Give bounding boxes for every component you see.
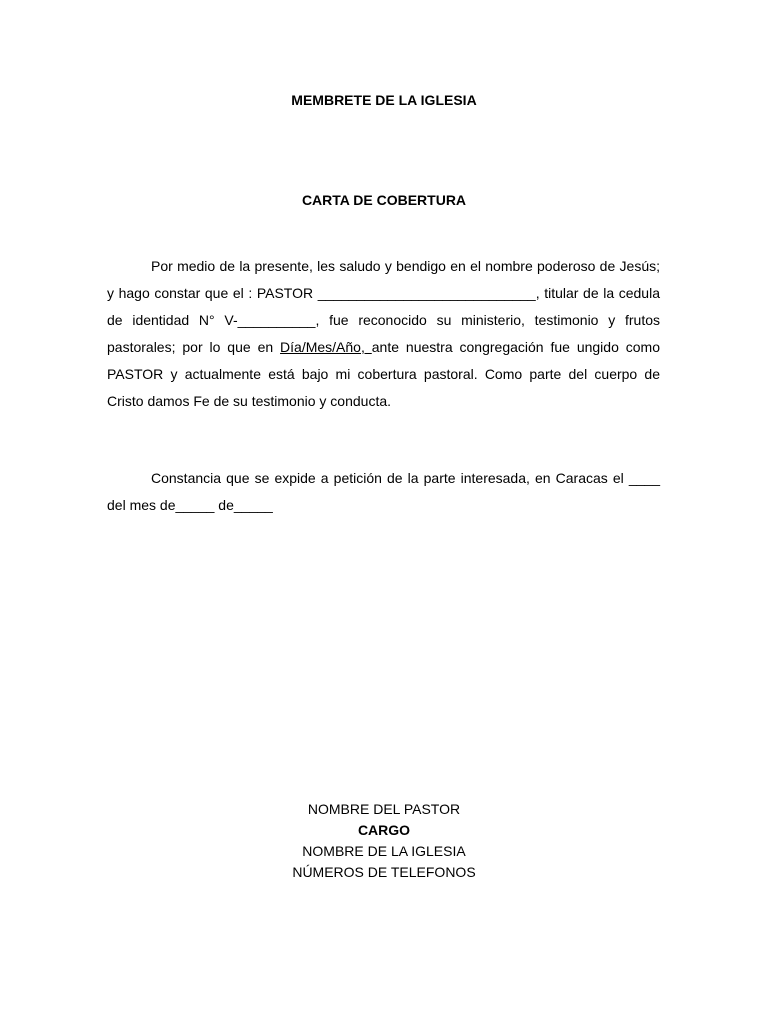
- paragraph-1-text-end: ante nuestra congregación fue ungido como PASTOR y actualmente está bajo mi cobertura pastoral. Como parte del cuerpo de Cristo damos Fe de su testimonio y conducta.: [107, 339, 660, 409]
- body-paragraph-1: [107, 253, 660, 415]
- phone-numbers: NÚMEROS DE TELEFONOS: [292, 864, 476, 880]
- letterhead: MEMBRETE DE LA IGLESIA: [291, 92, 477, 108]
- pastor-name: NOMBRE DEL PASTOR: [307, 801, 461, 817]
- signature-block: [0, 799, 768, 883]
- body-paragraph-2: Constancia que se expide a petición de la parte interesada, en Caracas el ____ del mes de_____ de_____: [107, 470, 660, 513]
- date-placeholder: Día/Mes/Año,: [280, 339, 372, 355]
- position-title: CARGO: [357, 822, 411, 838]
- church-name: NOMBRE DE LA IGLESIA: [302, 843, 466, 859]
- paragraph-1-text-start: Por medio de la presente, les saludo y bendigo en el nombre poderoso de Jesús; y hago constar que el : PASTOR ____________________________, titular de la cedula de identidad N° V-__________, fue reconocido su ministerio, testimonio y frutos pastorales; por lo que en: [107, 258, 660, 355]
- letter-title: CARTA DE COBERTURA: [301, 192, 467, 208]
